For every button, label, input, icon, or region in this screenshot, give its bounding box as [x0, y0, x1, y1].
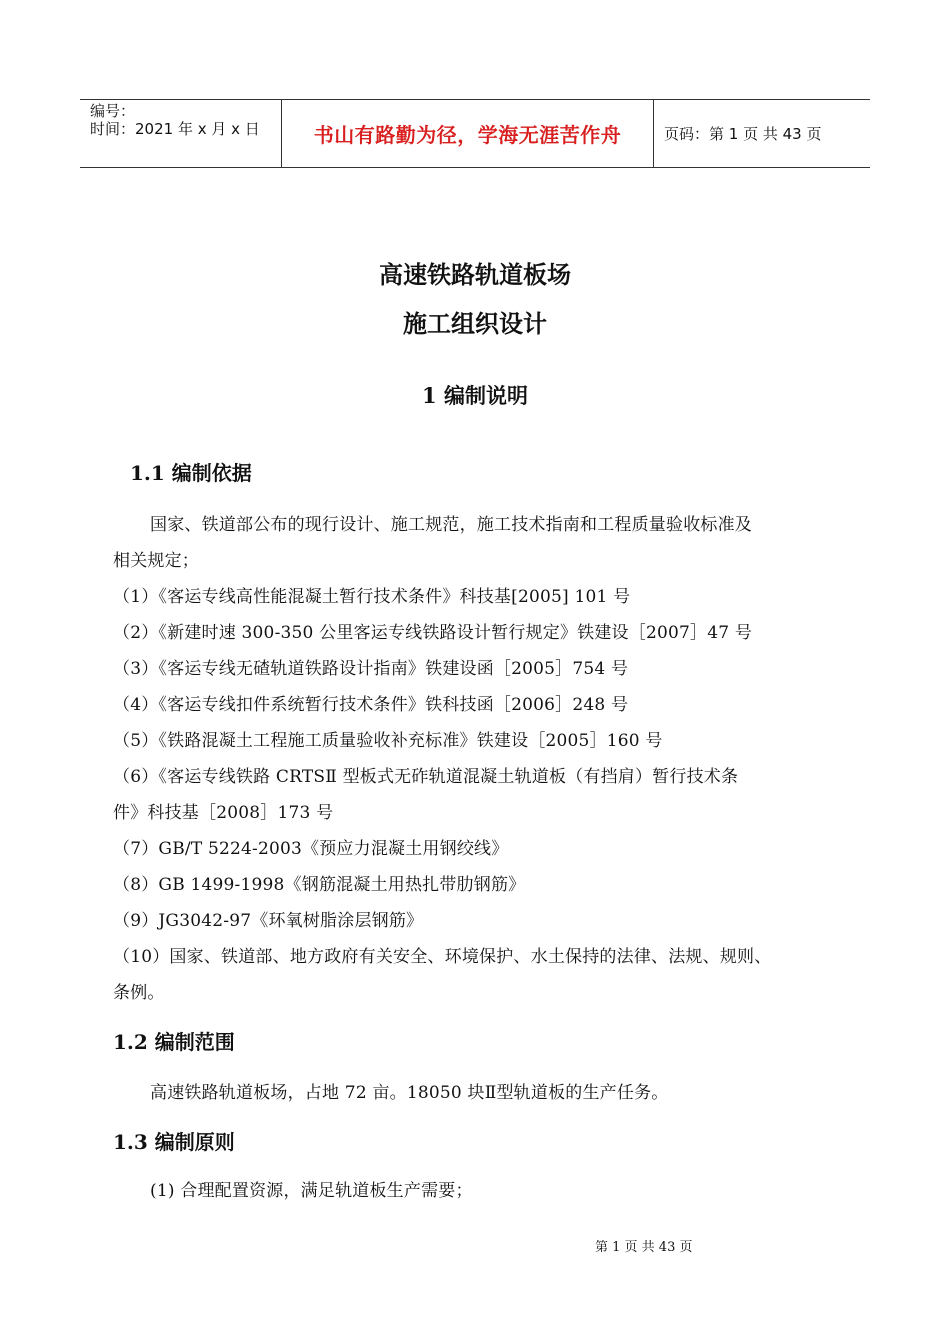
header-motto-cell	[281, 100, 654, 167]
list-item: （7）GB/T 5224-2003《预应力混凝土用钢绞线》	[113, 839, 509, 859]
header-page-info: 页码：第 1 页 共 43 页	[664, 125, 822, 143]
document-title-line1: 高速铁路轨道板场	[379, 260, 571, 289]
subsection-heading-1-2: 1.2 编制范围	[113, 1030, 235, 1054]
list-item: （6）《客运专线铁路 CRTSⅡ 型板式无砟轨道混凝土轨道板（有挡肩）暂行技术条	[113, 767, 739, 787]
page-footer: 第 1 页 共 43 页	[595, 1240, 693, 1255]
list-item: （9）JG3042-97《环氧树脂涂层钢筋》	[113, 911, 424, 931]
list-item-continuation: 条例。	[113, 983, 165, 1003]
list-item: （8）GB 1499-1998《钢筋混凝土用热扎带肋钢筋》	[113, 875, 526, 895]
header-page-info-cell	[654, 100, 870, 167]
principle-text: (1) 合理配置资源，满足轨道板生产需要；	[150, 1181, 473, 1201]
list-item: （1）《客运专线高性能混凝土暂行技术条件》科技基[2005] 101 号	[113, 587, 631, 607]
intro-text-line2: 相关规定；	[113, 551, 199, 571]
header-motto: 书山有路勤为径，学海无涯苦作舟	[313, 123, 622, 147]
section-heading: 1 编制说明	[422, 383, 528, 408]
header-number: 编号：	[90, 102, 136, 120]
document-title-line2: 施工组织设计	[403, 309, 547, 338]
list-item: （5）《铁路混凝土工程施工质量验收补充标准》铁建设［2005］160 号	[113, 731, 663, 751]
list-item: （4）《客运专线扣件系统暂行技术条件》铁科技函［2006］248 号	[113, 695, 629, 715]
list-item-continuation: 件》科技基［2008］173 号	[113, 803, 334, 823]
list-item: （10）国家、铁道部、地方政府有关安全、环境保护、水土保持的法律、法规、规则、	[113, 947, 772, 967]
scope-text: 高速铁路轨道板场，占地 72 亩。18050 块Ⅱ型轨道板的生产任务。	[150, 1083, 669, 1103]
list-item: （3）《客运专线无碴轨道铁路设计指南》铁建设函［2005］754 号	[113, 659, 629, 679]
header-time: 时间：2021 年 x 月 x 日	[90, 120, 260, 138]
header-meta	[80, 100, 281, 167]
intro-text-line1: 国家、铁道部公布的现行设计、施工规范，施工技术指南和工程质量验收标准及	[150, 515, 752, 535]
list-item: （2）《新建时速 300-350 公里客运专线铁路设计暂行规定》铁建设［2007］47 号	[113, 623, 753, 643]
subsection-heading-1-3: 1.3 编制原则	[113, 1130, 235, 1154]
subsection-heading-1-1: 1.1 编制依据	[130, 461, 252, 485]
document-header	[80, 99, 870, 168]
